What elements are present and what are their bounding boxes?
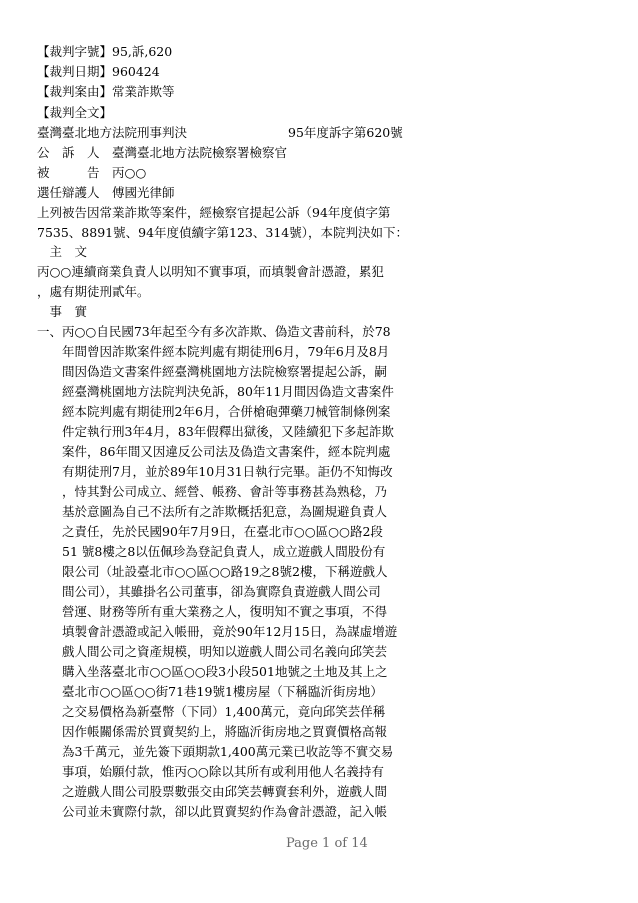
counsel-line: 選任辯護人 傅國光律師 <box>37 185 175 200</box>
facts-line: 之遊戲人間公司股票數張交由邱笑芸轉賣套利外，遊戲人間 <box>37 784 388 799</box>
facts-line: 購入坐落臺北市○○區○○段3小段501地號之土地及其上之 <box>37 664 388 679</box>
facts-line: 為3千萬元，並先簽下頭期款1,400萬元業已收訖等不實交易 <box>37 744 394 759</box>
facts-line: 基於意圖為自己不法所有之詐欺概括犯意，為圖規避負責人 <box>37 504 388 519</box>
facts-line: 間因偽造文書案件經臺灣桃園地方法院檢察署提起公訴，嗣 <box>37 364 388 379</box>
facts-line: ，恃其對公司成立、經營、帳務、會計等事務甚為熟稔，乃 <box>37 484 388 499</box>
facts-line: 件定執行刑3年4月，83年假釋出獄後，又陸續犯下多起詐欺 <box>37 424 394 439</box>
page-number-footer: Page 1 of 14 <box>286 836 368 851</box>
facts-line: 營運、財務等所有重大業務之人，復明知不實之事項，不得 <box>37 604 388 619</box>
main-text-line: ，處有期徒刑貳年。 <box>37 284 150 299</box>
facts-line: 因作帳關係需於買賣契約上，將臨沂街房地之買賣價格高報 <box>37 724 388 739</box>
prosecutor-line: 公 訴 人 臺灣臺北地方法院檢察署檢察官 <box>37 145 288 160</box>
facts-line: 有期徒刑7月，並於89年10月31日執行完畢。詎仍不知悔改 <box>37 464 393 479</box>
facts-line: 51 號8樓之8以伍佩珍為登記負責人，成立遊戲人間股份有 <box>37 544 386 559</box>
judgment-number: 95年度訴字第620號 <box>288 125 403 140</box>
fulltext-label: 【裁判全文】 <box>37 105 113 120</box>
intro-line: 7535、8891號、94年度偵續字第123、314號），本院判決如下： <box>37 225 408 240</box>
facts-line: 戲人間公司之資產規模，明知以遊戲人間公司名義向邱笑芸 <box>37 644 388 659</box>
defendant-line: 被 告 丙○○ <box>37 165 147 180</box>
facts-line: 之交易價格為新臺幣（下同）1,400萬元，竟向邱笑芸佯稱 <box>37 704 386 719</box>
main-text-line: 丙○○連續商業負責人以明知不實事項，而填製會計憑證，累犯 <box>37 264 384 279</box>
case-cause: 【裁判案由】常業詐欺等 <box>37 84 175 99</box>
facts-line: 事項，始願付款，惟丙○○除以其所有或利用他人名義持有 <box>37 764 384 779</box>
facts-line: 經臺灣桃園地方法院判決免訴，80年11月間因偽造文書案件 <box>37 384 394 399</box>
main-heading: 主 文 <box>37 244 88 259</box>
facts-line: 填製會計憑證或記入帳冊，竟於90年12月15日，為謀虛增遊 <box>37 624 398 639</box>
facts-line: 一、丙○○自民國73年起至今有多次詐欺、偽造文書前科，於78 <box>37 324 391 339</box>
case-number: 【裁判字號】95,訴,620 <box>37 44 173 59</box>
facts-line: 間公司），其雖掛名公司董事，卻為實際負責遊戲人間公司 <box>37 584 381 599</box>
facts-line: 臺北市○○區○○街71巷19號1樓房屋（下稱臨沂街房地） <box>37 684 383 699</box>
facts-line: 案件，86年間又因違反公司法及偽造文書案件，經本院判處 <box>37 444 391 459</box>
facts-heading: 事 實 <box>37 304 88 319</box>
facts-line: 之責任，先於民國90年7月9日，在臺北市○○區○○路2段 <box>37 524 383 539</box>
intro-line: 上列被告因常業詐欺等案件，經檢察官提起公訴（94年度偵字第 <box>37 205 391 220</box>
facts-line: 年間曾因詐欺案件經本院判處有期徒刑6月，79年6月及8月 <box>37 344 390 359</box>
facts-line: 限公司（址設臺北市○○區○○路19之8號2樓，下稱遊戲人 <box>37 564 388 579</box>
judgment-date: 【裁判日期】960424 <box>37 64 160 79</box>
court-title: 臺灣臺北地方法院刑事判決 <box>37 125 188 140</box>
facts-line: 公司並未實際付款，卻以此買賣契約作為會計憑證，記入帳 <box>37 804 388 819</box>
facts-line: 經本院判處有期徒刑2年6月，合併槍砲彈藥刀械管制條例案 <box>37 404 391 419</box>
